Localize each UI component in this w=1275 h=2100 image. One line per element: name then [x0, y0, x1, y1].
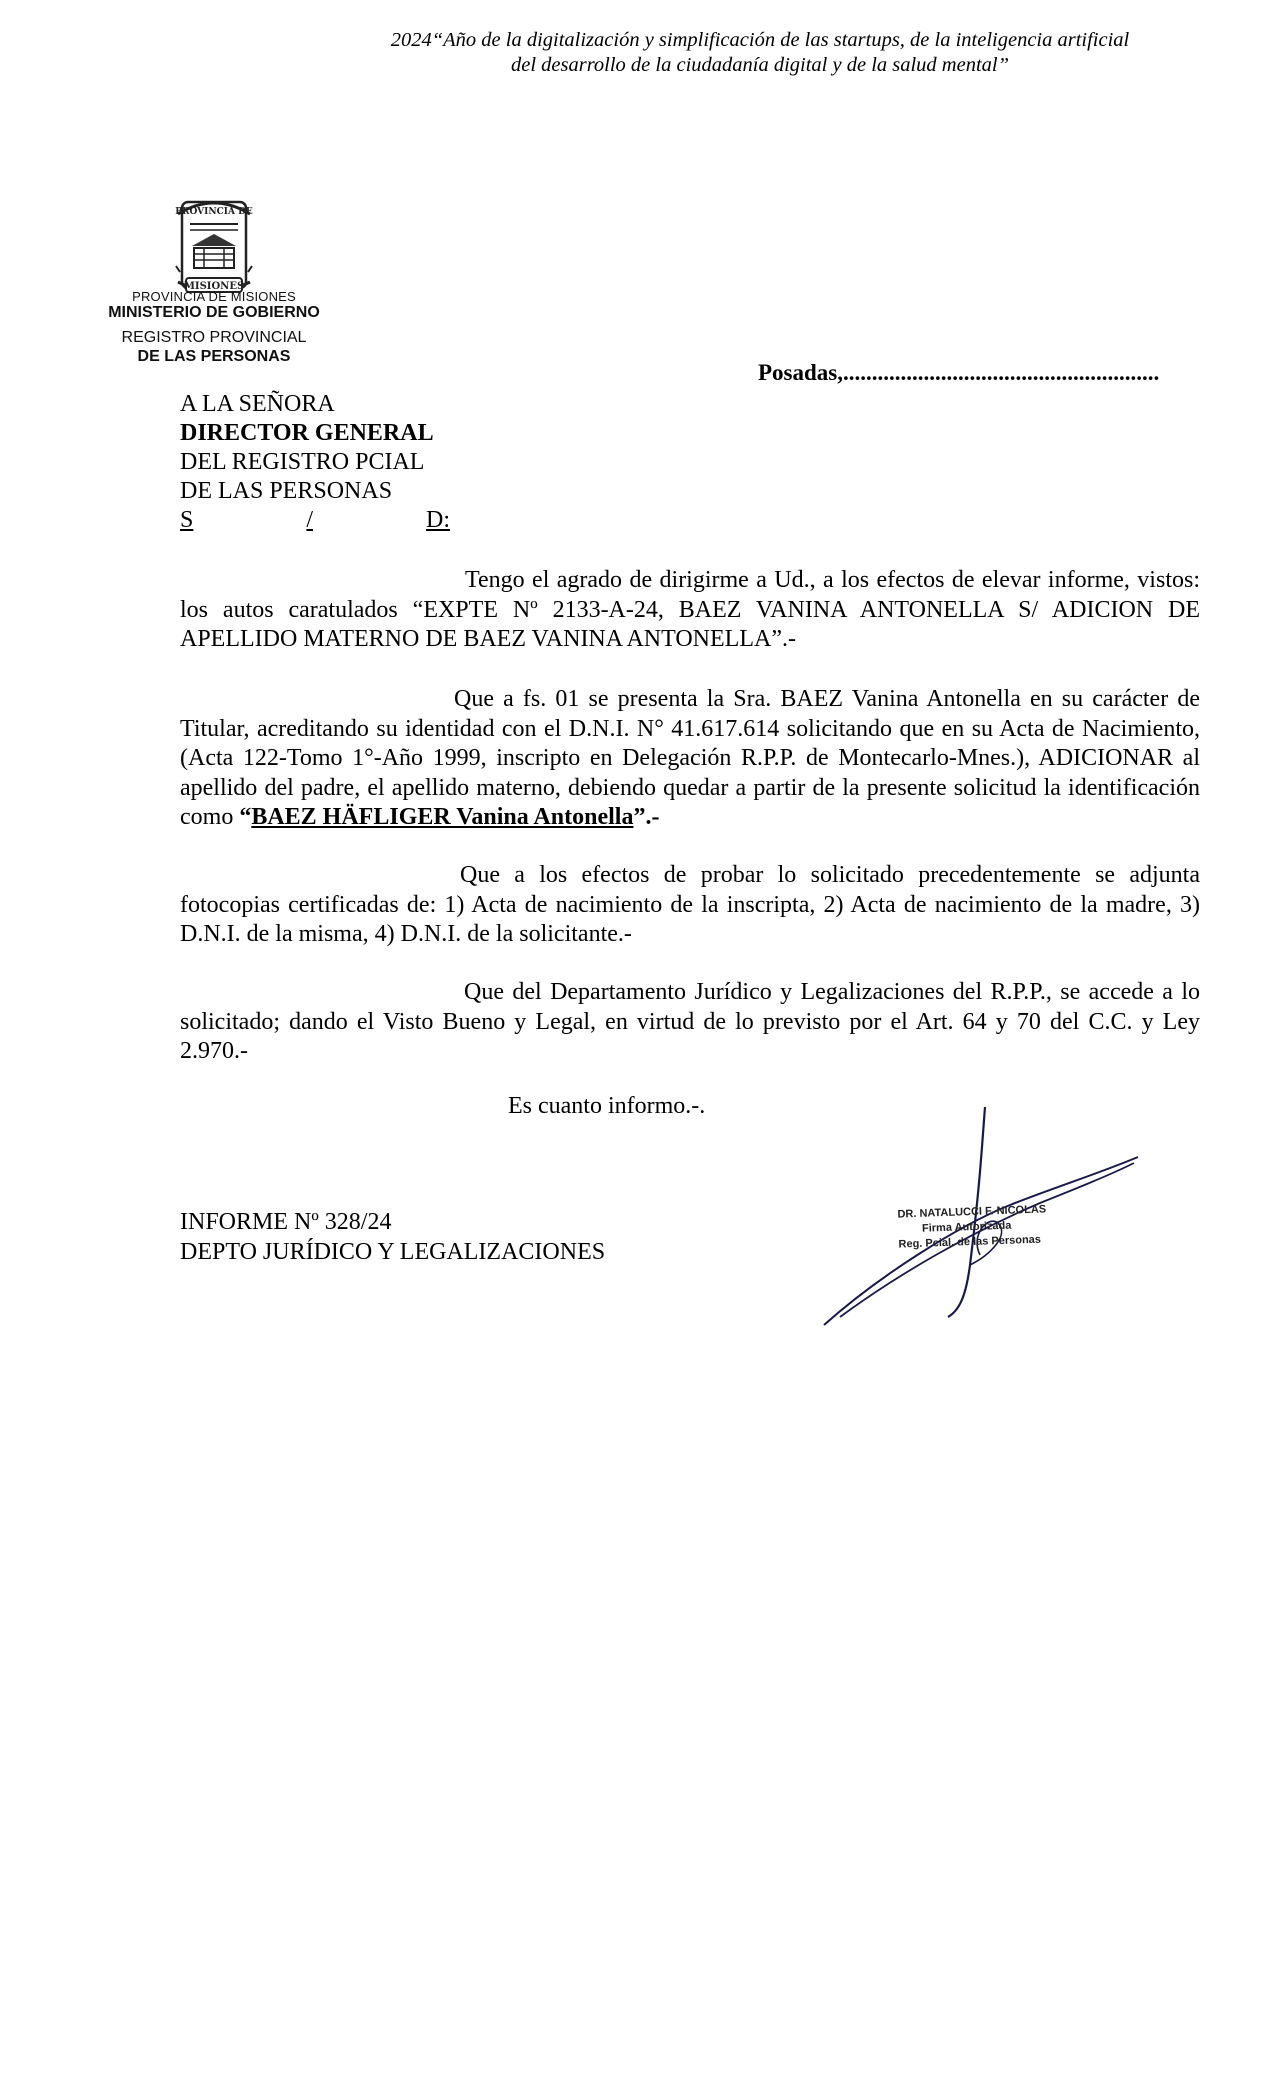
- paragraph-2: Que a fs. 01 se presenta la Sra. BAEZ Vanina Antonella en su carácter de Titular, acreditando su identidad con el D.N.I. N° 41.617.614 solicitando que en su Acta de Nacimiento, (Acta 122-Tomo 1°-Año 1999, inscripto en Delegación R.P.P. de Montecarlo-Mnes.), ADICIONAR al apellido del padre, el apellido materno, debiendo quedar a partir de la presente solicitud la identificación como “BAEZ HÄFLIGER Vanina Antonella”.-: [180, 686, 1200, 830]
- province-seal-icon: [168, 196, 260, 302]
- addressee-line-2: DIRECTOR GENERAL: [180, 420, 434, 446]
- seal-bottom-text: MISIONES: [183, 281, 245, 292]
- requested-name: BAEZ HÄFLIGER Vanina Antonella: [251, 804, 634, 830]
- header-motto: [300, 28, 1220, 78]
- stamp-line-2: Firma Autorizada: [921, 1219, 1012, 1235]
- closing-line: Es cuanto informo.-.: [508, 1093, 706, 1119]
- addressee-block: [180, 390, 450, 535]
- institution-logo-text: [84, 289, 344, 366]
- report-footer: [180, 1207, 605, 1267]
- logo-province: PROVINCIA DE MISIONES: [132, 289, 296, 304]
- signature-stamp: [897, 1202, 1047, 1252]
- logo-ministry: MINISTERIO DE GOBIERNO: [108, 304, 320, 321]
- motto-line-2: del desarrollo de la ciudadanía digital y de la salud mental”: [510, 54, 1010, 76]
- motto-line-1: 2024“Año de la digitalización y simplificación de las startups, de la inteligencia artificial: [390, 29, 1130, 51]
- sd-line: S / D:: [180, 507, 450, 533]
- addressee-line-3: DEL REGISTRO PCIAL: [180, 449, 425, 475]
- stamp-line-1: DR. NATALUCCI F. NICOLAS: [897, 1203, 1047, 1221]
- place-date-line: Posadas,.......................................................: [758, 360, 1160, 385]
- paragraph-1: Tengo el agrado de dirigirme a Ud., a los efectos de elevar informe, vistos: los autos caratulados “EXPTE Nº 2133-A-24, BAEZ VANINA ANTONELLA S/ ADICION DE APELLIDO MATERNO DE BAEZ VANINA ANTONELLA”.-: [180, 567, 1200, 652]
- stamp-line-3: Reg. Pcial. de las Personas: [898, 1233, 1042, 1251]
- addressee-line-4: DE LAS PERSONAS: [180, 478, 393, 504]
- logo-registry-line2: DE LAS PERSONAS: [137, 348, 291, 365]
- paragraph-3: Que a los efectos de probar lo solicitado precedentemente se adjunta fotocopias certificadas de: 1) Acta de nacimiento de la inscripta, 2) Acta de nacimiento de la madre, 3) D.N.I. de la misma, 4) D.N.I. de la solicitante.-: [180, 862, 1200, 947]
- report-number: INFORME Nº 328/24: [180, 1209, 392, 1235]
- addressee-line-1: A LA SEÑORA: [180, 391, 335, 417]
- paragraph-4: Que del Departamento Jurídico y Legalizaciones del R.P.P., se accede a lo solicitado; dando el Visto Bueno y Legal, en virtud de lo previsto por el Art. 64 y 70 del C.C. y Ley 2.970.-: [180, 979, 1200, 1064]
- logo-registry: REGISTRO PROVINCIAL: [121, 329, 307, 346]
- seal-top-text: PROVINCIA DE: [175, 207, 253, 217]
- report-department: DEPTO JURÍDICO Y LEGALIZACIONES: [180, 1239, 606, 1265]
